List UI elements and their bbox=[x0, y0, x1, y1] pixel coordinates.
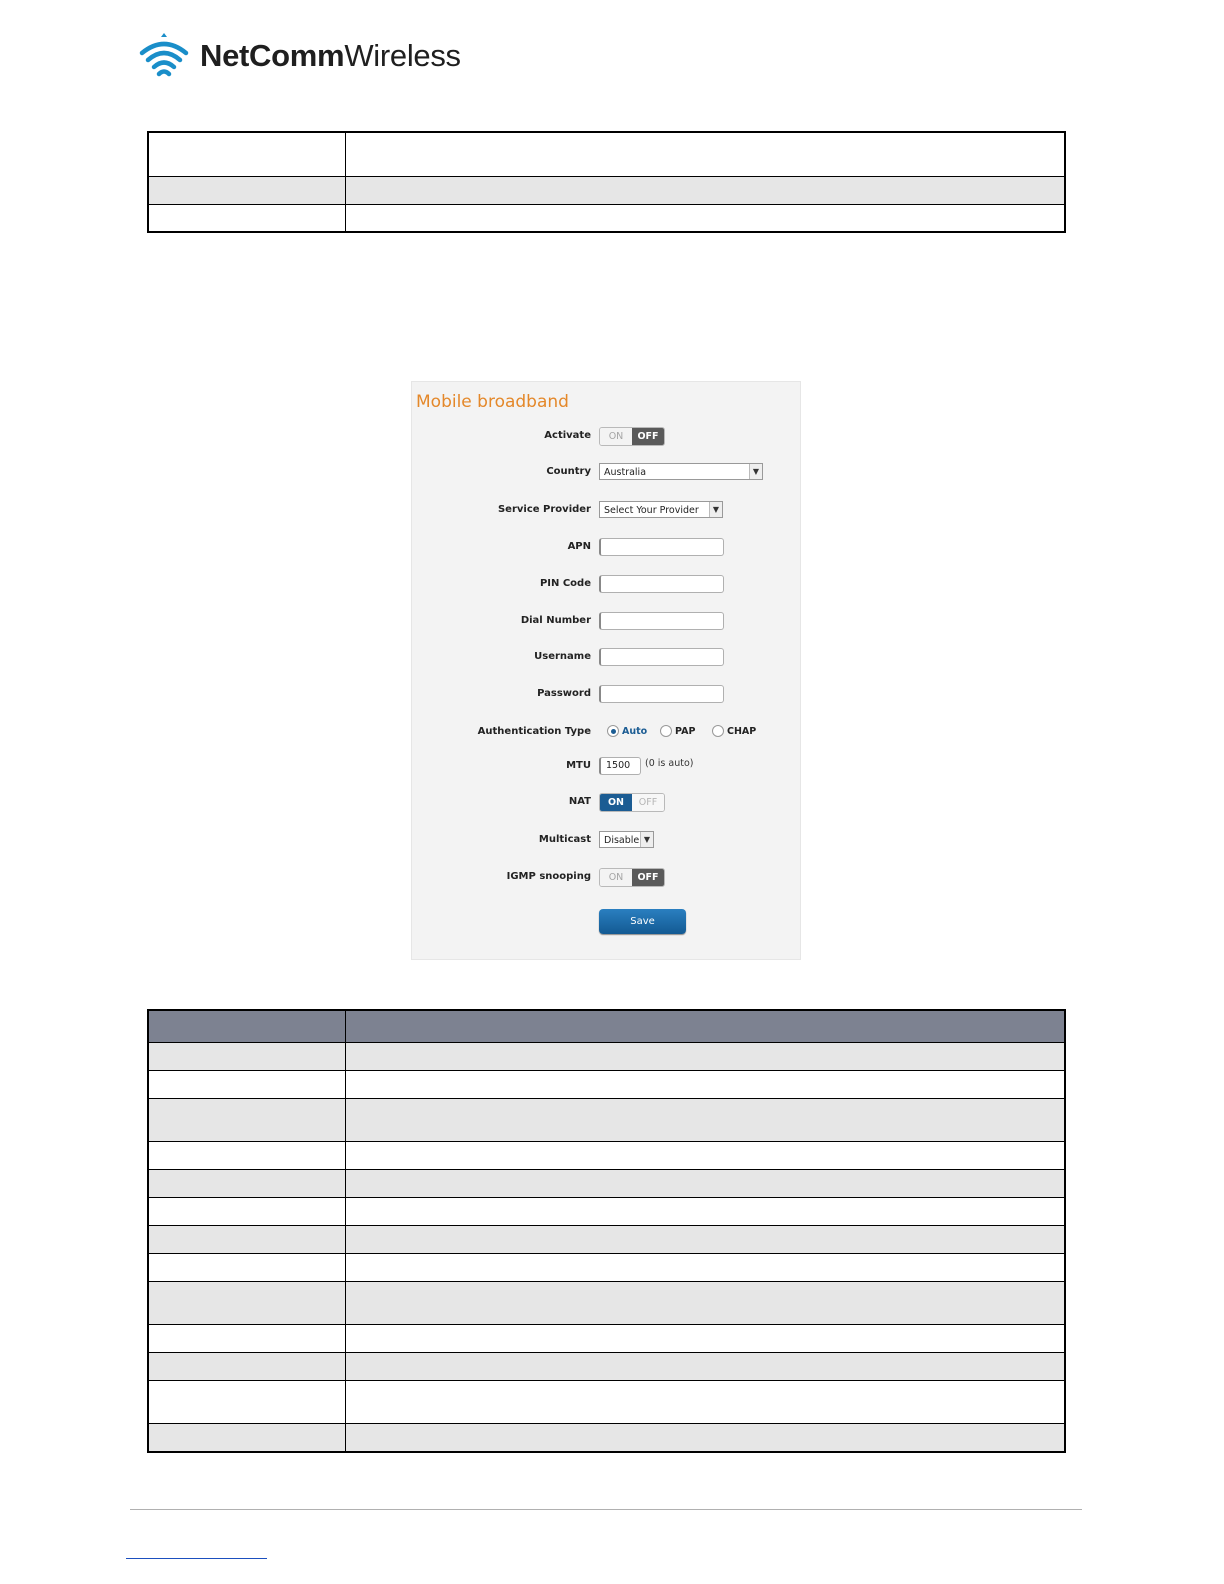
nat-row bbox=[412, 792, 800, 814]
toggle-on: ON bbox=[600, 869, 632, 886]
dial-number-input[interactable] bbox=[599, 612, 724, 630]
radio-label: CHAP bbox=[727, 725, 757, 737]
nat-toggle[interactable] bbox=[599, 793, 665, 812]
table-row bbox=[148, 1282, 1065, 1325]
radio-label: PAP bbox=[675, 725, 696, 737]
mtu-input[interactable]: 1500 bbox=[599, 757, 641, 775]
table-row bbox=[148, 1170, 1065, 1198]
apn-input[interactable] bbox=[599, 538, 724, 556]
footer-divider bbox=[130, 1509, 1082, 1510]
table-header-row bbox=[148, 1010, 1065, 1043]
username-row bbox=[412, 647, 800, 669]
footer-link-underline[interactable] bbox=[126, 1558, 267, 1559]
country-label: Country bbox=[546, 466, 591, 477]
radio-selected-icon bbox=[607, 725, 619, 737]
table-row bbox=[148, 1198, 1065, 1226]
table-row bbox=[148, 132, 1065, 176]
table-row bbox=[148, 1325, 1065, 1353]
activate-row bbox=[412, 426, 800, 448]
multicast-value: Disable bbox=[604, 835, 640, 846]
username-input[interactable] bbox=[599, 648, 724, 666]
netcomm-logo bbox=[138, 30, 461, 80]
mtu-label: MTU bbox=[566, 760, 591, 771]
radio-icon bbox=[660, 725, 672, 737]
service-provider-row bbox=[412, 500, 800, 522]
auth-type-row bbox=[412, 722, 800, 744]
dial-number-label: Dial Number bbox=[520, 615, 591, 626]
multicast-row bbox=[412, 830, 800, 852]
auth-radio-pap[interactable] bbox=[660, 725, 695, 737]
nat-label: NAT bbox=[568, 796, 591, 807]
panel-title: Mobile broadband bbox=[416, 392, 569, 412]
apn-row bbox=[412, 537, 800, 559]
password-input[interactable] bbox=[599, 685, 724, 703]
pin-code-input[interactable] bbox=[599, 575, 724, 593]
country-select[interactable] bbox=[599, 463, 763, 480]
table-row bbox=[148, 1071, 1065, 1099]
table-row bbox=[148, 1226, 1065, 1254]
igmp-row bbox=[412, 867, 800, 889]
chevron-down-icon: ▼ bbox=[709, 502, 722, 517]
radio-icon bbox=[712, 725, 724, 737]
activate-label: Activate bbox=[544, 430, 591, 441]
toggle-off: OFF bbox=[632, 794, 664, 811]
radio-label: Auto bbox=[622, 725, 648, 737]
dial-number-row bbox=[412, 611, 800, 633]
apn-label: APN bbox=[567, 541, 591, 552]
country-row bbox=[412, 462, 800, 484]
multicast-select[interactable] bbox=[599, 831, 654, 848]
toggle-off: OFF bbox=[632, 869, 664, 886]
table-row bbox=[148, 176, 1065, 204]
password-row bbox=[412, 684, 800, 706]
pin-code-label: PIN Code bbox=[539, 578, 591, 589]
top-table bbox=[147, 131, 1066, 233]
service-provider-select[interactable] bbox=[599, 501, 723, 518]
multicast-label: Multicast bbox=[538, 834, 591, 845]
service-provider-label: Service Provider bbox=[497, 504, 591, 515]
save-button[interactable]: Save bbox=[599, 909, 686, 934]
auth-radio-auto[interactable] bbox=[607, 725, 647, 737]
table-row bbox=[148, 1381, 1065, 1424]
username-label: Username bbox=[534, 651, 591, 662]
password-label: Password bbox=[537, 688, 591, 699]
igmp-label: IGMP snooping bbox=[506, 871, 591, 882]
chevron-down-icon: ▼ bbox=[749, 464, 762, 479]
service-provider-value: Select Your Provider bbox=[604, 505, 699, 516]
country-value: Australia bbox=[604, 467, 647, 478]
table-row bbox=[148, 1099, 1065, 1142]
mtu-row bbox=[412, 756, 800, 778]
table-row bbox=[148, 1254, 1065, 1282]
auth-type-label: Authentication Type bbox=[477, 726, 591, 737]
auth-radio-chap[interactable] bbox=[712, 725, 756, 737]
toggle-off: OFF bbox=[632, 428, 664, 445]
toggle-on: ON bbox=[600, 794, 632, 811]
mtu-hint: (0 is auto) bbox=[645, 758, 694, 769]
mobile-broadband-panel bbox=[411, 381, 801, 960]
table-row bbox=[148, 1142, 1065, 1170]
toggle-on: ON bbox=[600, 428, 632, 445]
settings-table bbox=[147, 1009, 1066, 1453]
table-row bbox=[148, 1043, 1065, 1071]
table-row bbox=[148, 1424, 1065, 1452]
wifi-logo-icon bbox=[138, 31, 190, 79]
igmp-toggle[interactable] bbox=[599, 868, 665, 887]
table-row bbox=[148, 1353, 1065, 1381]
table-row bbox=[148, 204, 1065, 232]
activate-toggle[interactable] bbox=[599, 427, 665, 446]
brand-wordmark: NetCommWireless bbox=[200, 37, 461, 73]
chevron-down-icon: ▼ bbox=[640, 832, 653, 847]
pin-code-row bbox=[412, 574, 800, 596]
